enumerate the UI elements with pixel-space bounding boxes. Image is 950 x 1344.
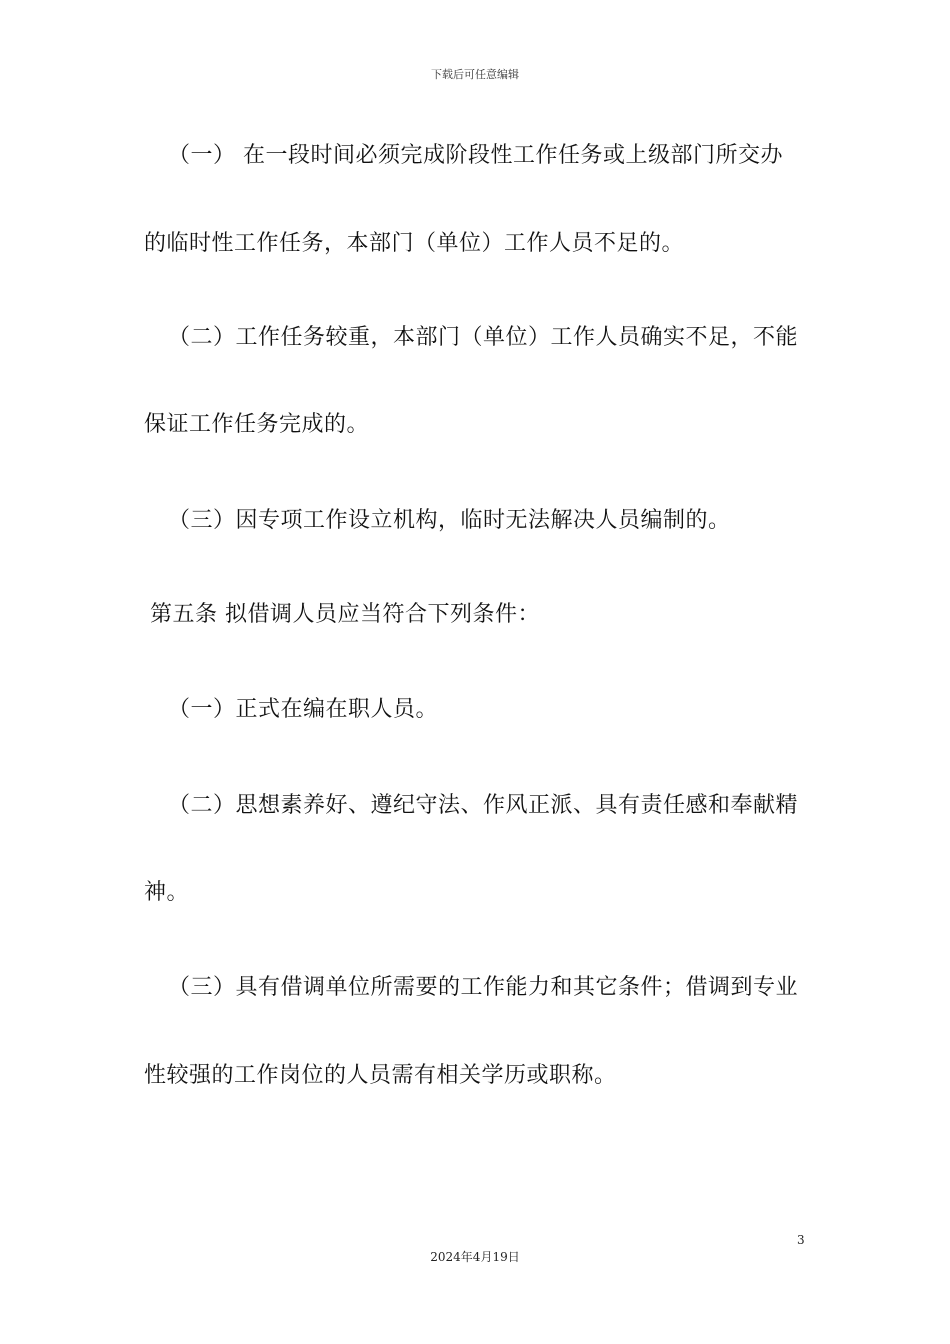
paragraph-line: 保证工作任务完成的。 — [144, 412, 370, 437]
paragraph-line: （三）因专项工作设立机构，临时无法解决人员编制的。 — [168, 508, 731, 533]
paragraph-line: 的临时性工作任务，本部门（单位）工作人员不足的。 — [144, 231, 685, 256]
footer-date: 2024年4月19日 — [430, 1250, 520, 1264]
header-note: 下载后可任意编辑 — [431, 68, 519, 81]
paragraph-line: （三）具有借调单位所需要的工作能力和其它条件；借调到专业 — [168, 975, 799, 1000]
paragraph-line: （二）思想素养好、遵纪守法、作风正派、具有责任感和奉献精 — [168, 793, 799, 818]
paragraph-line: 性较强的工作岗位的人员需有相关学历或职称。 — [144, 1063, 617, 1088]
paragraph-line: （一） 在一段时间必须完成阶段性工作任务或上级部门所交办 — [168, 143, 783, 168]
article-heading: 第五条 拟借调人员应当符合下列条件： — [150, 602, 540, 627]
paragraph-line: （二）工作任务较重，本部门（单位）工作人员确实不足，不能 — [168, 325, 799, 350]
paragraph-line: （一）正式在编在职人员。 — [168, 697, 439, 722]
paragraph-line: 神。 — [144, 880, 190, 905]
page-number: 3 — [797, 1233, 805, 1247]
